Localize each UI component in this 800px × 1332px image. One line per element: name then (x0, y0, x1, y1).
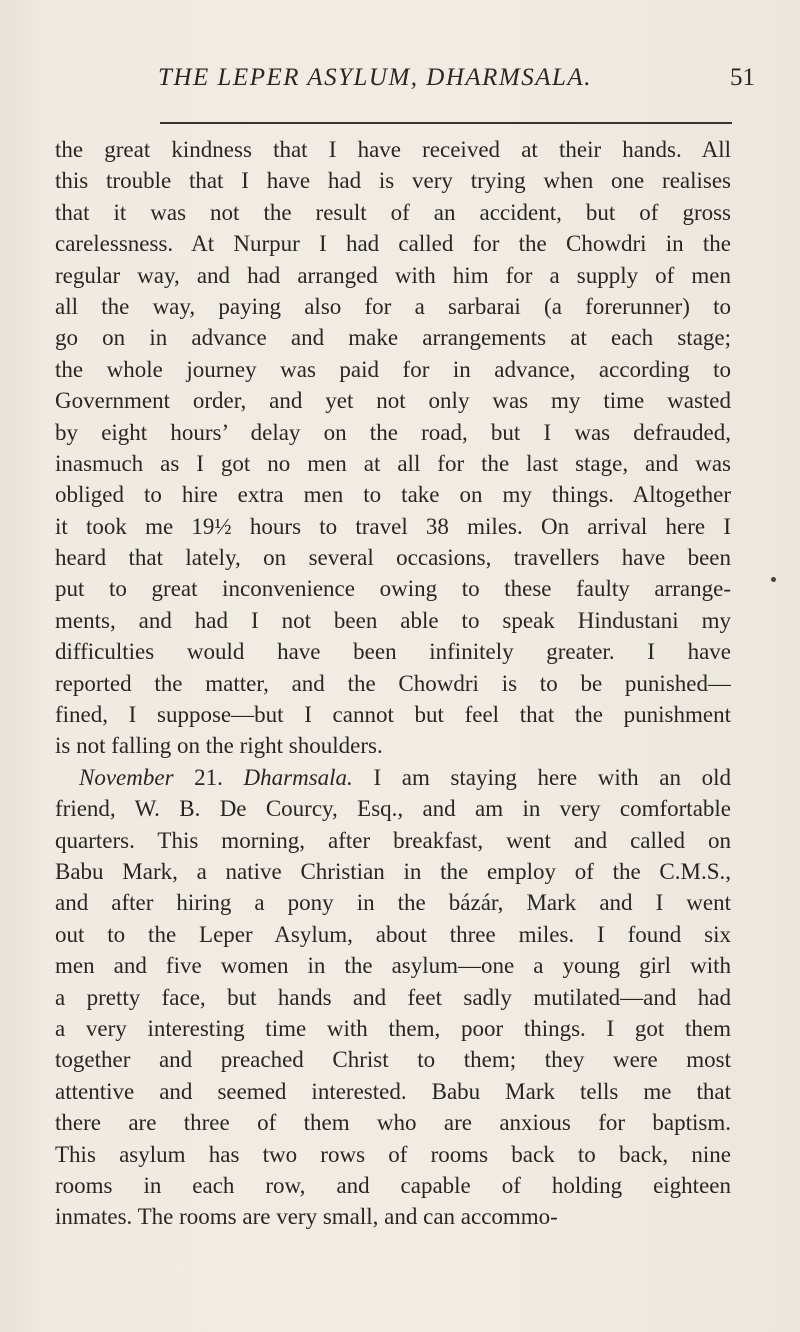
text-line: heard that lately, on several occasions, travellers have been (55, 545, 731, 571)
text-line: fined, I suppose—but I cannot but feel that the punishment (55, 702, 731, 728)
text-line: regular way, and had arranged with him for a supply of men (55, 262, 731, 288)
text-line: put to great inconvenience owing to these faulty arrange- (55, 576, 731, 602)
text-line: by eight hours’ delay on the road, but I was defrauded, (55, 419, 731, 445)
text-line: rooms in each row, and capable of holding eighteen (55, 1172, 731, 1198)
text-line: inasmuch as I got no men at all for the last stage, and was (55, 450, 731, 476)
text-line: ments, and had I not been able to speak Hindustani my (55, 607, 731, 633)
text-line: go on in advance and make arrangements at each stage; (55, 325, 731, 351)
body-text (55, 134, 731, 1233)
text-line: reported the matter, and the Chowdri is to be punished— (55, 670, 731, 696)
text-line: difficulties would have been infinitely greater. I have (55, 639, 731, 665)
text-line: is not falling on the right shoulders. (55, 733, 383, 759)
text-line: there are three of them who are anxious for baptism. (55, 1110, 731, 1136)
text-line: that it was not the result of an accident, but of gross (55, 199, 731, 225)
text-line: a very interesting time with them, poor things. I got them (55, 1015, 731, 1041)
text-line: it took me 19½ hours to travel 38 miles. On arrival here I (55, 513, 731, 539)
text-line: inmates. The rooms are very small, and can accommo- (55, 1204, 558, 1230)
text-line: all the way, paying also for a sarbarai (a forerunner) to (55, 293, 731, 319)
text-line: the whole journey was paid for in advance, according to (55, 356, 731, 382)
text-line: together and preached Christ to them; they were most (55, 1047, 731, 1073)
text-line: friend, W. B. De Courcy, Esq., and am in very comfortable (55, 796, 731, 822)
page-number: 51 (730, 64, 755, 91)
text-line: this trouble that I have had is very trying when one realises (55, 168, 731, 194)
text-line: and after hiring a pony in the bázár, Mark and I went (55, 890, 731, 916)
diary-entry-first-line (55, 762, 731, 793)
text-line: the great kindness that I have received at their hands. All (55, 137, 731, 162)
running-head-title: THE LEPER ASYLUM, DHARMSALA. (158, 64, 592, 91)
entry-place: Dharmsala. (243, 764, 353, 790)
ink-speck (771, 577, 776, 582)
text-line: quarters. This morning, after breakfast, went and called on (55, 827, 731, 853)
text-line: Government order, and yet not only was my time wasted (55, 388, 731, 414)
text-line: men and five women in the asylum—one a young girl with (55, 953, 731, 979)
text-line: This asylum has two rows of rooms back to back, nine (55, 1141, 731, 1167)
entry-first-line-text: I am staying here with an old (352, 764, 731, 790)
text-line: out to the Leper Asylum, about three miles. I found six (55, 921, 731, 947)
text-line: a pretty face, but hands and feet sadly mutilated—and had (55, 984, 731, 1010)
entry-date-day: 21. (173, 764, 244, 790)
text-line: Babu Mark, a native Christian in the employ of the C.M.S., (55, 858, 731, 884)
text-line: obliged to hire extra men to take on my things. Altogether (55, 482, 731, 508)
text-line: attentive and seemed interested. Babu Mark tells me that (55, 1078, 731, 1104)
entry-date-month: November (79, 764, 174, 790)
text-line: carelessness. At Nurpur I had called for the Chowdri in the (55, 231, 731, 257)
header-rule (160, 122, 732, 124)
